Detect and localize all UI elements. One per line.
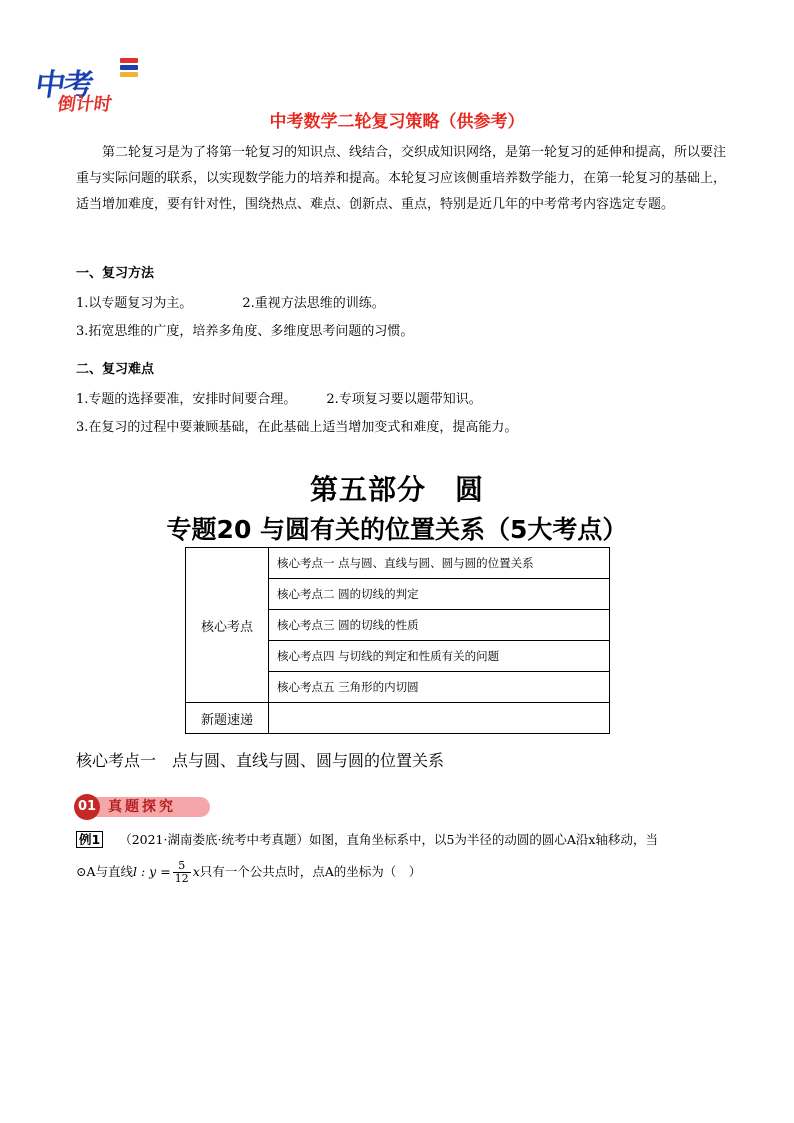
section1-item1: 1.以专题复习为主。 bbox=[76, 296, 193, 311]
section2-item2: 2.专项复习要以题带知识。 bbox=[326, 392, 482, 407]
section2-line1 bbox=[76, 388, 482, 407]
part-title: 第五部分 圆 bbox=[309, 473, 484, 506]
example-line1 bbox=[76, 830, 736, 848]
key-points-table bbox=[185, 547, 610, 734]
section1-line1 bbox=[76, 292, 385, 311]
line-equation: l : y = bbox=[133, 864, 171, 879]
intro-text: 第二轮复习是为了将第一轮复习的知识点、线结合，交织成知识网络，是第一轮复习的延伸和提高，所以要注重与实际问题的联系，以实现数学能力的培养和提高。本轮复习应该侧重培养数学能力，在第一轮复习的基础上，适当增加难度，要有针对性，围绕热点、难点、创新点、重点，特别是近几年的中考常考内容选定专题。 bbox=[76, 145, 727, 212]
doc-title: 中考数学二轮复习策略（供参考） bbox=[269, 112, 525, 132]
section2-heading: 二、复习难点 bbox=[76, 362, 155, 377]
fraction-numerator: 5 bbox=[173, 860, 191, 873]
key-points-label: 核心考点 bbox=[186, 548, 269, 703]
var-x: x bbox=[192, 864, 200, 879]
section1-heading: 一、复习方法 bbox=[76, 266, 155, 281]
fraction bbox=[173, 860, 191, 885]
new-questions-label: 新题速递 bbox=[186, 703, 269, 734]
key-point-heading: 核心考点一 点与圆、直线与圆、圆与圆的位置关系 bbox=[76, 751, 445, 770]
section1-item2: 2.重视方法思维的训练。 bbox=[242, 296, 385, 311]
key-point-1[interactable]: 核心考点一 点与圆、直线与圆、圆与圆的位置关系 bbox=[269, 548, 610, 579]
key-point-2[interactable]: 核心考点二 圆的切线的判定 bbox=[269, 579, 610, 610]
table-row bbox=[186, 548, 610, 579]
logo-sub-text: 倒计时 bbox=[56, 94, 114, 115]
key-point-3[interactable]: 核心考点三 圆的切线的性质 bbox=[269, 610, 610, 641]
intro-paragraph bbox=[76, 140, 726, 218]
new-questions-value bbox=[269, 703, 610, 734]
banner-text: 真题探究 bbox=[108, 799, 176, 815]
table-row bbox=[186, 703, 610, 734]
books-icon bbox=[120, 58, 138, 84]
example-tag: 例1 bbox=[76, 831, 103, 848]
section-banner bbox=[74, 794, 212, 820]
topic-title: 专题20 与圆有关的位置关系（5大考点） bbox=[166, 515, 628, 544]
example-line2-a: ⊙A与直线 bbox=[76, 864, 134, 879]
key-point-4[interactable]: 核心考点四 与切线的判定和性质有关的问题 bbox=[269, 641, 610, 672]
section2-item1: 1.专题的选择要准，安排时间要合理。 bbox=[76, 392, 297, 407]
key-point-5[interactable]: 核心考点五 三角形的内切圆 bbox=[269, 672, 610, 703]
fraction-denominator: 12 bbox=[174, 872, 189, 885]
example-text: （2021·湖南娄底·统考中考真题）如图，直角坐标系中，以5为半径的动圆的圆心A沿x轴移动，当 bbox=[119, 832, 658, 847]
example-line2 bbox=[76, 860, 421, 885]
section2-line2: 3.在复习的过程中要兼顾基础，在此基础上适当增加变式和难度，提高能力。 bbox=[76, 420, 518, 435]
section1-line2: 3.拓宽思维的广度，培养多角度、多维度思考问题的习惯。 bbox=[76, 324, 414, 339]
logo-main-text: 中考 bbox=[33, 68, 94, 103]
example-line2-b: 只有一个公共点时，点A的坐标为（ ） bbox=[199, 864, 422, 879]
banner-number: 01 bbox=[74, 794, 100, 820]
